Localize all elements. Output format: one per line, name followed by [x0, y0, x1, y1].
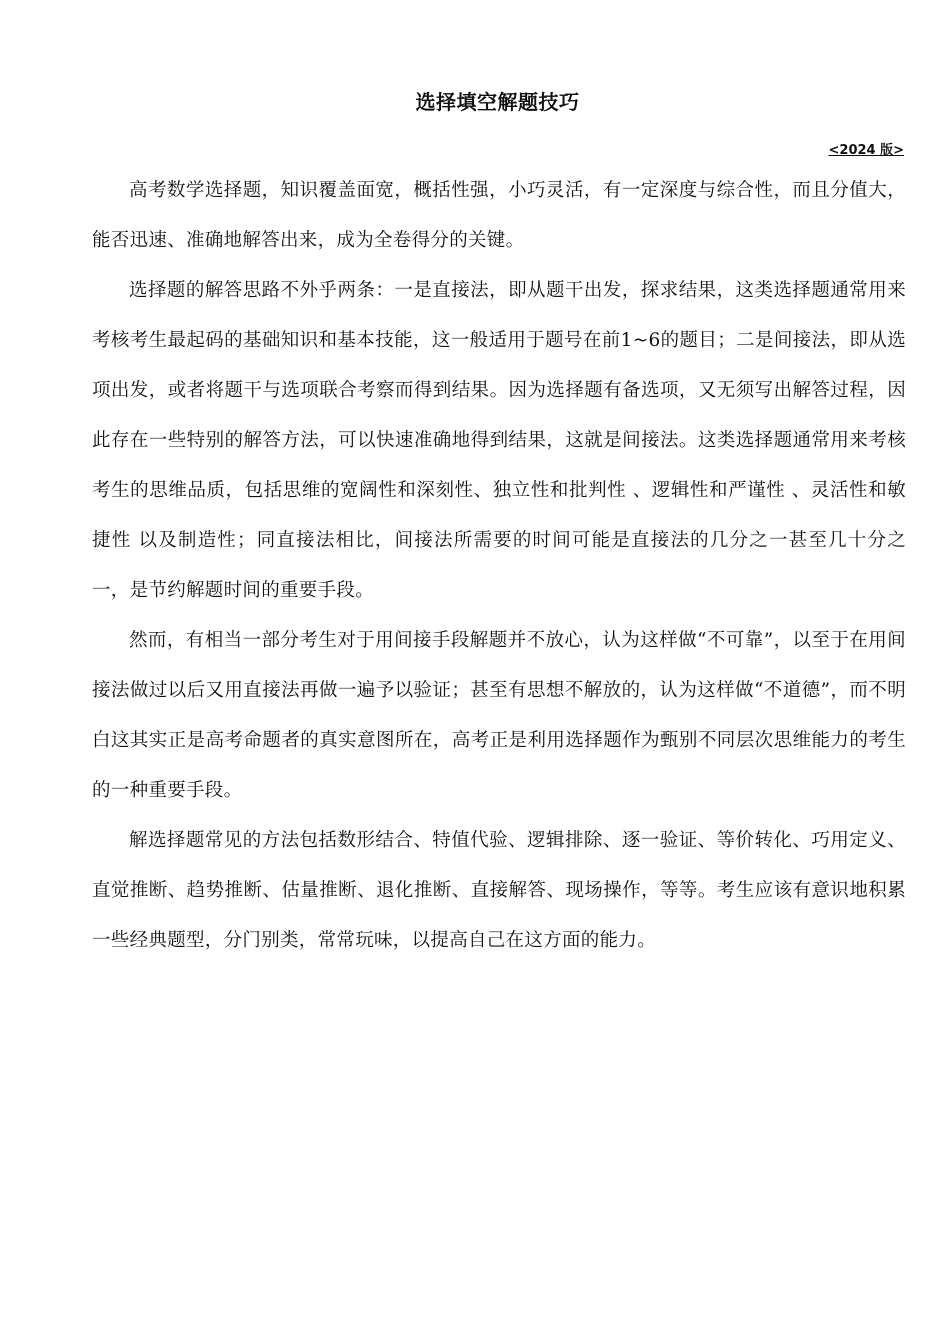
paragraph-intro: 高考数学选择题，知识覆盖面宽，概括性强，小巧灵活，有一定深度与综合性，而且分值大，能否迅速、准确地解答出来，成为全卷得分的关键。 — [92, 180, 906, 251]
document-title: 选择填空解题技巧 — [415, 90, 580, 114]
document-body — [92, 166, 906, 966]
paragraph-approaches: 选择题的解答思路不外乎两条：一是直接法，即从题干出发，探求结果，这类选择题通常用来考核考生最起码的基础知识和基本技能，这一般适用于题号在前1~6的题目；二是间接法，即从选项出发，或者将题干与选项联合考察而得到结果。因为选择题有备选项，又无须写出解答过程，因此存在一些特别的解答方法，可以快速准确地得到结果，这就是间接法。这类选择题通常用来考核考生的思维品质，包括思维的宽阔性和深刻性、独立性和批判性 、逻辑性和严谨性 、灵活性和敏捷性 以及制造性；同直接法相比，间接法所需要的时间可能是直接法的几分之一甚至几十分之一，是节约解题时间的重要手段。 — [92, 280, 906, 601]
edition-label: <2024 版> — [828, 143, 904, 158]
paragraph-concerns: 然而，有相当一部分考生对于用间接手段解题并不放心，认为这样做“不可靠”，以至于在用间接法做过以后又用直接法再做一遍予以验证；甚至有思想不解放的，认为这样做“不道德”，而不明白这其实正是高考命题者的真实意图所在，高考正是利用选择题作为甄别不同层次思维能力的考生的一种重要手段。 — [92, 630, 906, 801]
paragraph-methods: 解选择题常见的方法包括数形结合、特值代验、逻辑排除、逐一验证、等价转化、巧用定义、直觉推断、趋势推断、估量推断、退化推断、直接解答、现场操作，等等。考生应该有意识地积累一些经典题型，分门别类，常常玩味，以提高自己在这方面的能力。 — [92, 830, 906, 951]
